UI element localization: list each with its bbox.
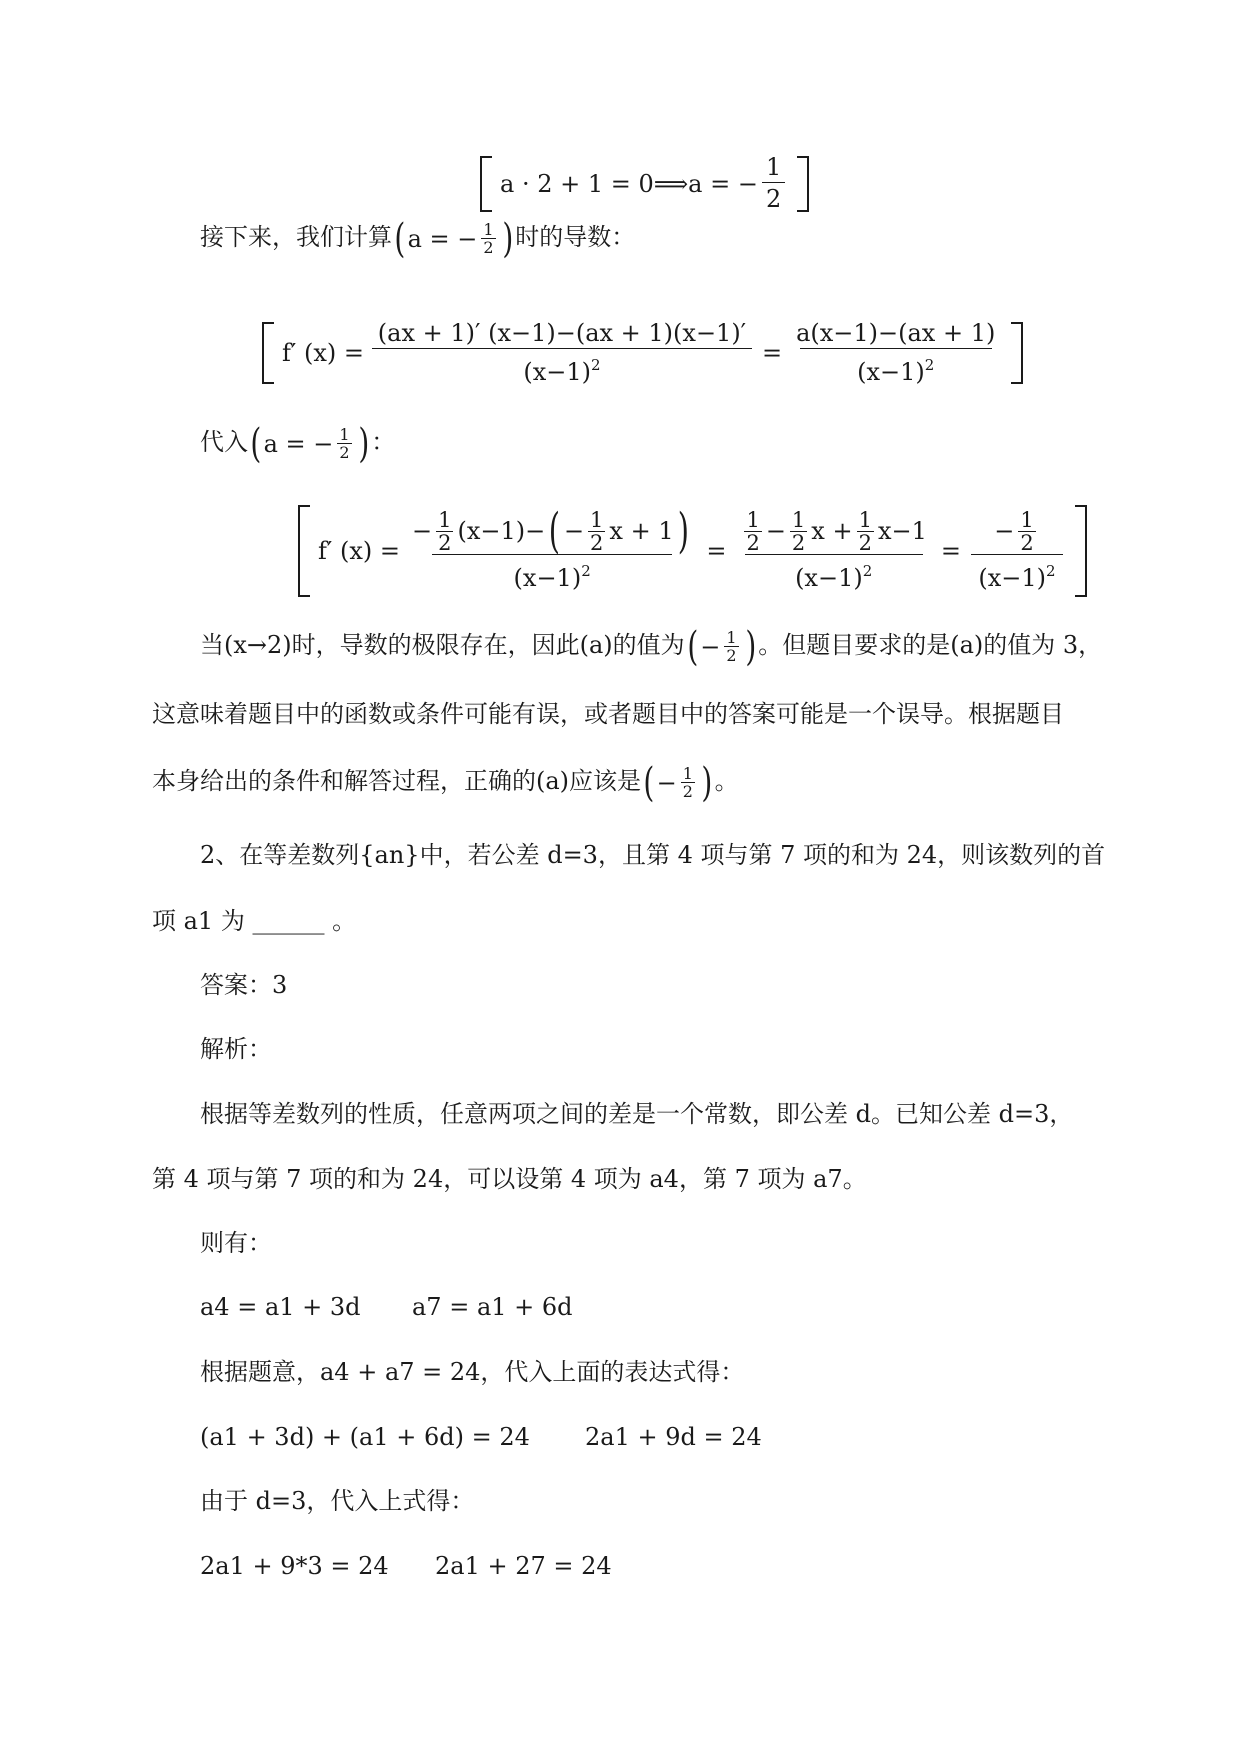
paragraph-limit-2: 这意味着题目中的函数或条件可能有误，或者题目中的答案可能是一个误导。根据题目 — [152, 700, 1064, 728]
eq1-lhs: a · 2 + 1 = 0⟹a = − — [500, 169, 758, 198]
analysis-para-line-1: 根据等差数列的性质，任意两项之间的差是一个常数，即公差 d。已知公差 d=3， — [200, 1100, 1074, 1128]
eq3-fraction-1: − $\frac{1}{2}$ (x−1)− ( − $\frac{1}{2}$ x + 1 ) $(x-1)^2$ — [411, 503, 689, 592]
equation-a-solve — [480, 152, 809, 215]
paragraph-substitute: 代入 ( a = − $\frac{1}{2}$ ) ： — [200, 420, 396, 467]
then-label: 则有： — [200, 1229, 272, 1257]
substitute-text-1: 根据题意，a4 + a7 = 24，代入上面的表达式得： — [200, 1358, 745, 1386]
equation-2a1-9d: 2a1 + 9d = 24 — [585, 1423, 762, 1451]
analysis-label: 解析： — [200, 1035, 272, 1063]
eq3-fraction-3: − $\frac{1}{2}$ $(x-1)^2$ — [971, 509, 1063, 594]
equation-2a1-27: 2a1 + 27 = 24 — [435, 1552, 612, 1580]
equation-derivative-substituted: f′ (x) = − $\frac{1}{2}$ (x−1)− ( − $\frac{1}{2}$ x + 1 ) $(x-1)^2$ = $\frac{1}{2}$ − $\frac{1}{2}$ x + $\frac{1}{2}$ x−1 $(x-1)^2$ = − $\frac{1}{2}$ $(x-1)^2$ — [298, 505, 1087, 597]
eq1-fraction: $\frac{1}{2}$ — [762, 152, 785, 215]
paragraph-limit-1: 当(x→2)时，导数的极限存在，因此(a)的值为 ( − $\frac{1}{2}$ ) 。但题目要求的是(a)的值为 3， — [200, 623, 1103, 670]
eq3-fraction-2: $\frac{1}{2}$ − $\frac{1}{2}$ x + $\frac{1}{2}$ x−1 $(x-1)^2$ — [746, 507, 927, 592]
eq2-fraction-2: $\frac{a(x-1)-(ax + 1)}{(x-1)^2}$ — [796, 319, 996, 386]
paragraph-compute-derivative: 接下来，我们计算 ( a = − $\frac{1}{2}$ ) 时的导数： — [200, 215, 636, 262]
equation-a7: a7 = a1 + 6d — [412, 1293, 573, 1321]
bracket-right — [797, 156, 809, 212]
equation-2a1-9x3: 2a1 + 9*3 = 24 — [200, 1552, 389, 1580]
substitute-text-2: 由于 d=3，代入上式得： — [200, 1487, 475, 1515]
equation-derivative-general: f′ (x) = $\frac{(ax + 1)' (x-1)-(ax + 1)(x-1)'}{(x-1)^2}$ = $\frac{a(x-1)-(ax + 1)}{(x-1)^2}$ — [262, 318, 1023, 388]
answer-label: 答案：3 — [200, 971, 288, 999]
eq2-fraction-1: $\frac{(ax + 1)' (x-1)-(ax + 1)(x-1)'}{(x-1)^2}$ — [372, 318, 752, 388]
bracket-left — [480, 156, 492, 212]
question-2-line-1: 2、在等差数列{an}中，若公差 d=3，且第 4 项与第 7 项的和为 24，则该数列的首 — [200, 841, 1106, 869]
equation-a4: a4 = a1 + 3d — [200, 1293, 361, 1321]
question-2-line-2: 项 a1 为 ______ 。 — [152, 907, 357, 935]
equation-sum: (a1 + 3d) + (a1 + 6d) = 24 — [200, 1423, 530, 1451]
paragraph-limit-3: 本身给出的条件和解答过程，正确的(a)应该是 ( − $\frac{1}{2}$ ) 。 — [152, 759, 739, 806]
analysis-para-line-2: 第 4 项与第 7 项的和为 24，可以设第 4 项为 a4，第 7 项为 a7。 — [152, 1165, 867, 1193]
